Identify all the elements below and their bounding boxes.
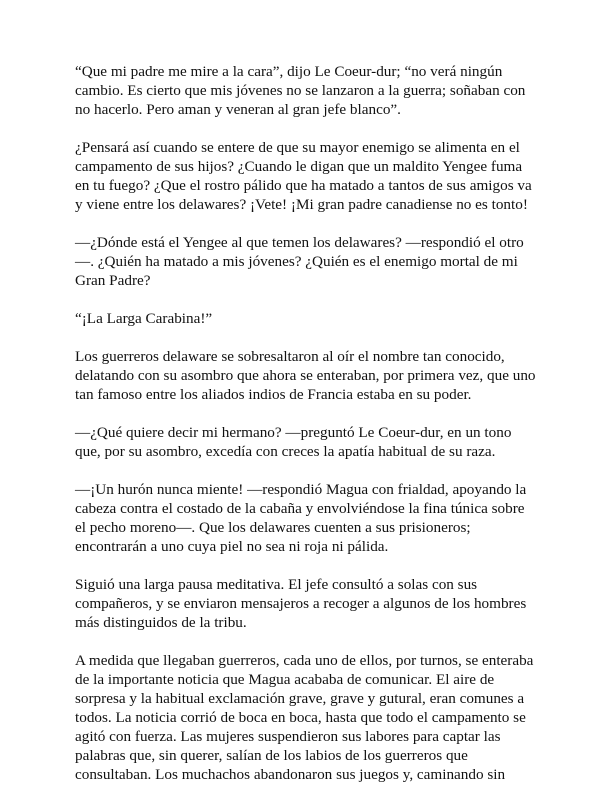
text-line: en tu fuego? ¿Que el rostro pálido que ha matado a tantos de sus amigos va: [75, 177, 532, 194]
text-line: Gran Padre?: [75, 272, 151, 289]
text-line: palabras que, sin querer, salían de los labios de los guerreros que: [75, 747, 468, 764]
text-line: agitó con fuerza. Las mujeres suspendieron sus labores para captar las: [75, 728, 501, 745]
text-line: tan famoso entre los aliados indios de Francia estaba en su poder.: [75, 386, 472, 403]
text-line: —¿Qué quiere decir mi hermano? —preguntó Le Coeur-dur, en un tono: [75, 424, 512, 441]
text-line: que, por su asombro, excedía con creces la apatía habitual de su raza.: [75, 443, 496, 460]
paragraph-2: [75, 138, 530, 214]
text-line: ¿Pensará así cuando se entere de que su mayor enemigo se alimenta en el: [75, 139, 520, 156]
paragraph-7: [75, 480, 530, 556]
text-line: —. ¿Quién ha matado a mis jóvenes? ¿Quién es el enemigo mortal de mi: [75, 253, 518, 270]
paragraph-5: [75, 347, 536, 404]
paragraph-4: [75, 309, 530, 328]
text-line: consultaban. Los muchachos abandonaron sus juegos y, caminando sin: [75, 766, 506, 783]
text-line: encontrarán a uno cuya piel no sea ni roja ni pálida.: [75, 538, 389, 555]
paragraph-8: [75, 575, 530, 632]
text-line: “Que mi padre me mire a la cara”, dijo Le Coeur-dur; “no verá ningún: [75, 63, 503, 80]
paragraph-6: [75, 423, 530, 461]
document-page: [75, 62, 536, 803]
text-line: A medida que llegaban guerreros, cada uno de ellos, por turnos, se enteraba: [75, 652, 534, 669]
text-line: de la importante noticia que Magua acababa de comunicar. El aire de: [75, 671, 495, 688]
text-line: cabeza contra el costado de la cabaña y envolviéndose la fina túnica sobre: [75, 500, 525, 517]
text-line: no hacerlo. Pero aman y veneran al gran jefe blanco”.: [75, 101, 401, 118]
text-line: “¡La Larga Carabina!”: [75, 310, 213, 327]
text-line: sorpresa y la habitual exclamación grave, grave y gutural, eran comunes a: [75, 690, 525, 707]
paragraph-3: [75, 233, 530, 290]
text-line: todos. La noticia corrió de boca en boca, hasta que todo el campamento se: [75, 709, 526, 726]
text-line: delatando con su asombro que ahora se enteraban, por primera vez, que uno: [75, 367, 536, 384]
text-line: más distinguidos de la tribu.: [75, 614, 247, 631]
paragraph-1: [75, 62, 530, 119]
text-line: el pecho moreno—. Que los delawares cuenten a sus prisioneros;: [75, 519, 471, 536]
text-line: Los guerreros delaware se sobresaltaron al oír el nombre tan conocido,: [75, 348, 505, 365]
text-line: campamento de sus hijos? ¿Cuando le digan que un maldito Yengee fuma: [75, 158, 523, 175]
text-line: —¿Dónde está el Yengee al que temen los delawares? —respondió el otro: [75, 234, 524, 251]
text-line: compañeros, y se enviaron mensajeros a recoger a algunos de los hombres: [75, 595, 527, 612]
text-line: y viene entre los delawares? ¡Vete! ¡Mi gran padre canadiense no es tonto!: [75, 196, 528, 213]
text-line: cambio. Es cierto que mis jóvenes no se lanzaron a la guerra; soñaban con: [75, 82, 526, 99]
paragraph-9: [75, 651, 534, 784]
text-line: —¡Un hurón nunca miente! —respondió Magua con frialdad, apoyando la: [75, 481, 527, 498]
text-line: Siguió una larga pausa meditativa. El jefe consultó a solas con sus: [75, 576, 478, 593]
